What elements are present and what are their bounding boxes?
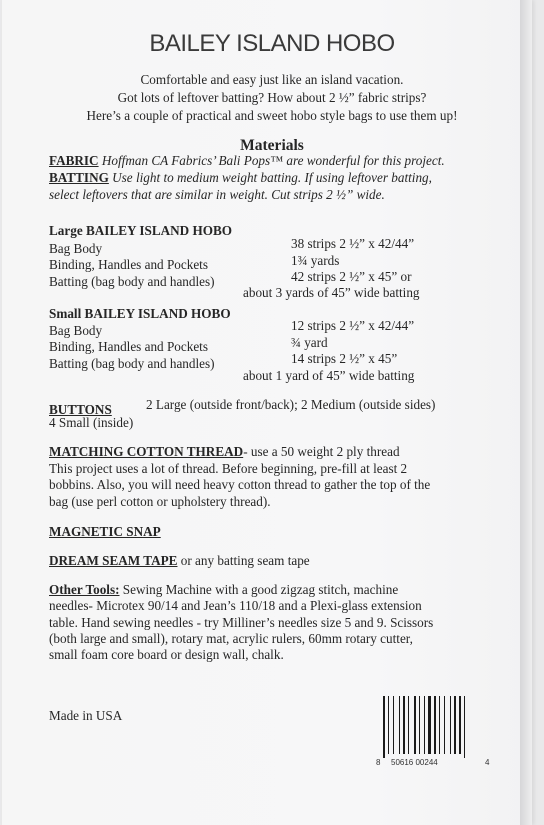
batting-label: BATTING	[49, 170, 109, 185]
barcode-stripe	[395, 696, 398, 754]
thread-line	[49, 444, 400, 460]
fabric-label: FABRIC	[49, 153, 99, 168]
large-item: Batting (bag body and handles)	[49, 274, 215, 289]
small-qty: 14 strips 2 ½” x 45”	[291, 351, 398, 366]
thread-label: MATCHING COTTON THREAD	[49, 444, 244, 459]
materials-heading: Materials	[240, 137, 304, 154]
thread-text: bag (use perl cotton or upholstery thread).	[49, 494, 271, 509]
other-tools-lead: Sewing Machine with a good zigzag stitch, machine	[119, 582, 399, 597]
barcode-stripe	[428, 696, 431, 754]
made-in-label: Made in USA	[49, 708, 123, 723]
barcode-stripe	[459, 696, 461, 754]
barcode-stripe	[464, 696, 465, 758]
batting-text-2: select leftovers that are similar in weight. Cut strips 2 ½” wide.	[49, 187, 385, 202]
buttons-text-2: 4 Small (inside)	[49, 415, 134, 430]
barcode-stripe	[386, 696, 387, 758]
barcode-stripe	[406, 696, 407, 754]
other-tools-line	[49, 582, 398, 598]
magnetic-snap-label: MAGNETIC SNAP	[49, 524, 161, 539]
other-tools-text: needles- Microtex 90/14 and Jean’s 110/18 and a Plexi-glass extension	[49, 598, 422, 613]
barcode-stripe	[424, 696, 425, 754]
seam-tape-label: DREAM SEAM TAPE	[49, 553, 178, 568]
large-qty: 1¾ yards	[291, 253, 340, 268]
barcode-stripe	[401, 696, 402, 754]
small-extra: about 1 yard of 45” wide batting	[243, 368, 415, 383]
barcode-stripe	[399, 696, 400, 754]
pattern-title: BAILEY ISLAND HOBO	[149, 30, 395, 57]
other-tools-text: small foam core board or design wall, chalk.	[49, 647, 284, 662]
barcode-stripe	[383, 696, 385, 758]
batting-text: Use light to medium weight batting. If using leftover batting,	[112, 170, 432, 185]
barcode-number: 50616 00244	[391, 758, 438, 767]
batting-line	[49, 170, 432, 186]
small-item: Bag Body	[49, 323, 103, 338]
barcode-stripe	[432, 696, 433, 754]
barcode-stripe	[417, 696, 418, 754]
barcode-stripe	[450, 696, 451, 754]
large-heading: Large BAILEY ISLAND HOBO	[49, 223, 233, 238]
barcode-stripe	[388, 696, 389, 754]
barcode-stripe	[462, 696, 463, 754]
thread-text: bobbins. Also, you will need heavy cotton thread to gather the top of the	[49, 477, 431, 492]
barcode-stripe	[403, 696, 405, 754]
barcode-stripe	[408, 696, 409, 754]
barcode-stripe	[439, 696, 440, 754]
buttons-text: 2 Large (outside front/back); 2 Medium (outside sides)	[146, 397, 436, 412]
large-item: Bag Body	[49, 241, 103, 256]
thread-text: This project uses a lot of thread. Before beginning, pre-fill at least 2	[49, 461, 408, 476]
large-item: Binding, Handles and Pockets	[49, 257, 208, 272]
barcode-stripe	[466, 696, 469, 754]
large-qty: 38 strips 2 ½” x 42/44”	[291, 236, 415, 251]
intro-line: Comfortable and easy just like an island vacation.	[140, 72, 404, 87]
barcode-stripe	[444, 696, 445, 754]
small-item: Batting (bag body and handles)	[49, 356, 215, 371]
seam-tape-line	[49, 553, 310, 569]
fabric-text: Hoffman CA Fabrics’ Bali Pops™ are wonderful for this project.	[101, 153, 445, 168]
intro-line: Here’s a couple of practical and sweet hobo style bags to use them up!	[86, 108, 458, 123]
other-tools-label: Other Tools:	[49, 582, 120, 597]
barcode-stripe	[457, 696, 458, 754]
seam-tape-text: or any batting seam tape	[177, 553, 310, 568]
barcode-stripe	[393, 696, 394, 754]
intro-line: Got lots of leftover batting? How about 2 ½” fabric strips?	[117, 90, 427, 105]
small-heading: Small BAILEY ISLAND HOBO	[49, 306, 231, 321]
barcode	[383, 696, 483, 758]
barcode-stripe	[452, 696, 453, 754]
barcode-stripe	[446, 696, 449, 754]
other-tools-text: (both large and small), rotary mat, acrylic rulers, 60mm rotary cutter,	[49, 631, 413, 646]
barcode-stripe	[454, 696, 456, 754]
buttons-label: BUTTONS	[49, 402, 112, 417]
barcode-stripe	[410, 696, 413, 754]
barcode-right-digit: 4	[485, 758, 490, 767]
barcode-left-digit: 8	[376, 758, 381, 767]
small-qty: ¾ yard	[291, 335, 328, 350]
barcode-stripe	[441, 696, 443, 754]
barcode-stripe	[421, 696, 423, 754]
barcode-stripe	[426, 696, 427, 754]
barcode-stripe	[390, 696, 392, 754]
barcode-stripe	[419, 696, 420, 754]
thread-lead: - use a 50 weight 2 ply thread	[243, 444, 400, 459]
small-qty: 12 strips 2 ½” x 42/44”	[291, 318, 415, 333]
small-item: Binding, Handles and Pockets	[49, 339, 208, 354]
other-tools-text: table. Hand sewing needles - try Milliner’s needles size 5 and 9. Scissors	[49, 615, 434, 630]
barcode-stripe	[434, 696, 436, 754]
large-extra: about 3 yards of 45” wide batting	[243, 285, 420, 300]
barcode-stripe	[414, 696, 416, 754]
barcode-stripe	[437, 696, 438, 754]
fabric-line	[49, 153, 445, 169]
large-qty: 42 strips 2 ½” x 45” or	[291, 269, 412, 284]
